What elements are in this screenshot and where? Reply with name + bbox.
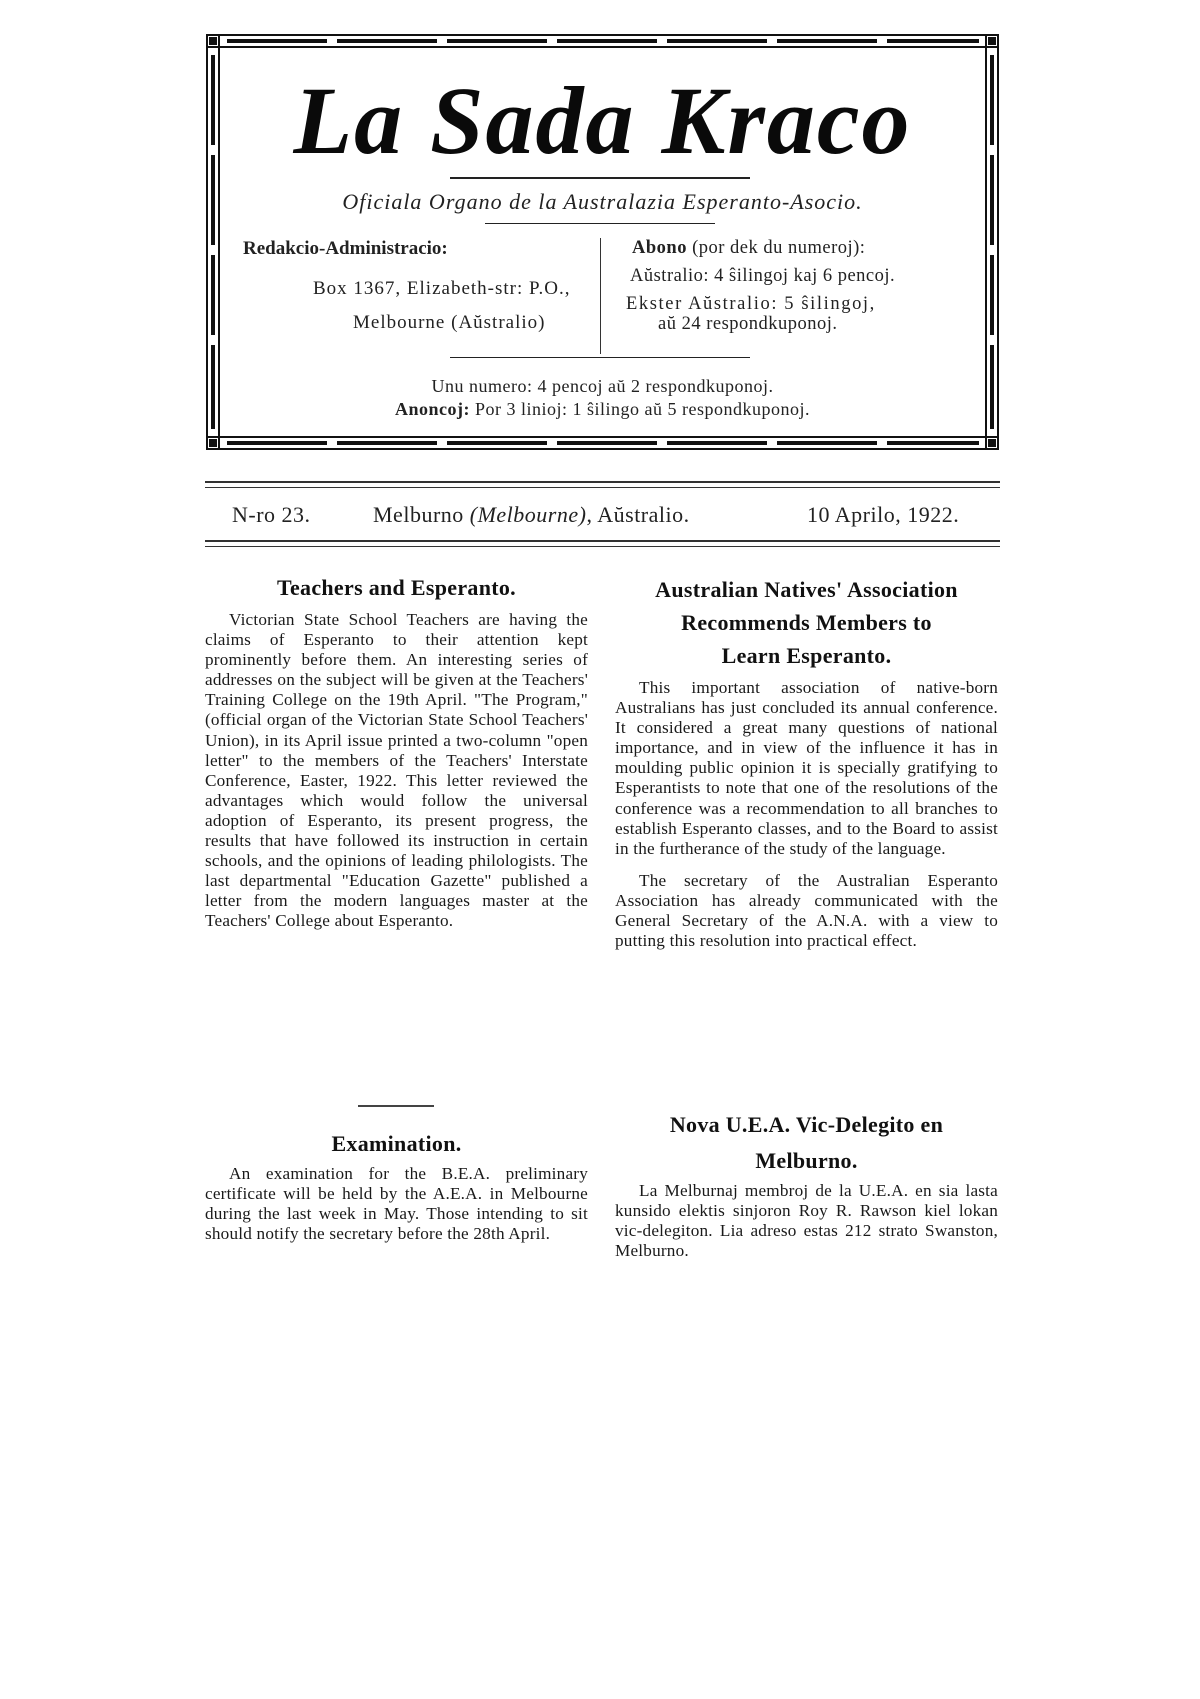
masthead-title: La Sada Kraco	[293, 67, 912, 174]
issue-place	[373, 502, 690, 528]
subscription-heading: Abono	[632, 238, 687, 258]
article-teachers-title: Teachers and Esperanto.	[277, 575, 516, 600]
pricing-block	[205, 375, 1000, 421]
article-examination-title: Examination.	[331, 1131, 462, 1156]
subscription-note: (por dek du numeroj):	[692, 238, 866, 258]
masthead-subtitle: Oficiala Organo de la Australazia Esperanto-Asocio.	[342, 189, 863, 214]
strip-rule-bottom-1	[205, 540, 1000, 542]
ads-price-row	[205, 398, 1000, 421]
article-uea-body: La Melburnaj membroj de la U.E.A. en sia lasta kunsido elektis sinjoron Roy R. Rawson kiel lokan vic-delegiton. Lia adreso estas 212 strato Swanston, Melburno.	[615, 1181, 998, 1261]
masthead	[205, 33, 1000, 453]
article-uea-title-1: Nova U.E.A. Vic-Delegito en	[669, 1112, 944, 1137]
issue-country: , Aŭstralio.	[586, 502, 690, 527]
article-natives	[615, 573, 998, 951]
issue-place-english: (Melbourne)	[469, 502, 587, 527]
strip-rule-top-2	[205, 487, 1000, 488]
issue-place-name: Melburno	[373, 502, 464, 527]
article-examination-body: An examination for the B.E.A. preliminary certificate will be held by the A.E.A. in Melbourne during the last week in May. Those intending to sit should notify the secretary before the 28th April.	[205, 1164, 588, 1244]
masthead-divider	[600, 238, 601, 354]
subtitle-underline	[485, 223, 715, 224]
article-teachers	[205, 571, 588, 932]
article-natives-title-3: Learn Esperanto.	[721, 643, 892, 668]
single-issue-price: Unu numero: 4 pencoj aŭ 2 respondkuponoj.	[431, 376, 774, 396]
article-natives-title-2: Recommends Members to	[681, 610, 932, 635]
strip-rule-bottom-2	[205, 546, 1000, 547]
issue-number: N-ro 23.	[232, 502, 311, 527]
article-uea-title-2: Melburno.	[755, 1148, 858, 1173]
admin-address-line: Box 1367, Elizabeth-str: P.O.,	[313, 278, 571, 299]
ads-price: Por 3 linioj: 1 ŝilingo aŭ 5 respondkuponoj.	[475, 399, 810, 419]
article-teachers-body: Victorian State School Teachers are having the claims of Esperanto to their attention kept prominently before them. An interesting series of addresses on the subject will be given at the Teachers' Training College on the 19th April. "The Program," (official organ of the Victorian State School Teachers' Union), in its April issue printed a two-column "open letter" to the members of the Teachers' Interstate Conference, Easter, 1922. This letter reviewed the advantages which would follow the universal adoption of Esperanto, its present progress, the results that have followed its instruction in certain schools, and the opinions of leading philologists. The last departmental "Education Gazette" published a letter from the modern languages master at the Teachers' College about Esperanto.	[205, 610, 588, 931]
subscription-foreign: Ekster Aŭstralio: 5 ŝilingoj,	[626, 294, 876, 314]
subscription-heading-row	[632, 239, 865, 258]
article-examination	[205, 1127, 588, 1244]
masthead-mid-rule	[450, 357, 750, 358]
admin-city-line: Melbourne (Aŭstralio)	[353, 312, 546, 333]
article-natives-title-1: Australian Natives' Association	[655, 577, 958, 602]
issue-date: 10 Aprilo, 1922.	[807, 502, 960, 527]
subscription-coupons: aŭ 24 respondkuponoj.	[658, 314, 838, 334]
article-natives-para2: The secretary of the Australian Esperanto Association has already communicated with the General Secretary of the A.N.A. with a view to putting this resolution into practical effect.	[615, 870, 998, 951]
article-uea	[615, 1107, 998, 1261]
admin-heading: Redakcio-Administracio:	[243, 238, 448, 259]
strip-rule-top-1	[205, 481, 1000, 483]
article-natives-para1: This important association of native-born Australians has just concluded its annual conference. It considered a great many questions of national importance, and in view of the influence it has in moulding public opinion it is specially gratifying to Esperantists to note that one of the resolutions of the conference was a recommendation to all branches to establish Esperanto classes, and to the Board to assist in the furtherance of the study of the language.	[615, 678, 998, 858]
ads-label: Anoncoj:	[395, 399, 470, 419]
subscription-domestic: Aŭstralio: 4 ŝilingoj kaj 6 pencoj.	[630, 266, 896, 286]
title-underline	[450, 177, 750, 179]
section-divider-left	[358, 1105, 434, 1107]
